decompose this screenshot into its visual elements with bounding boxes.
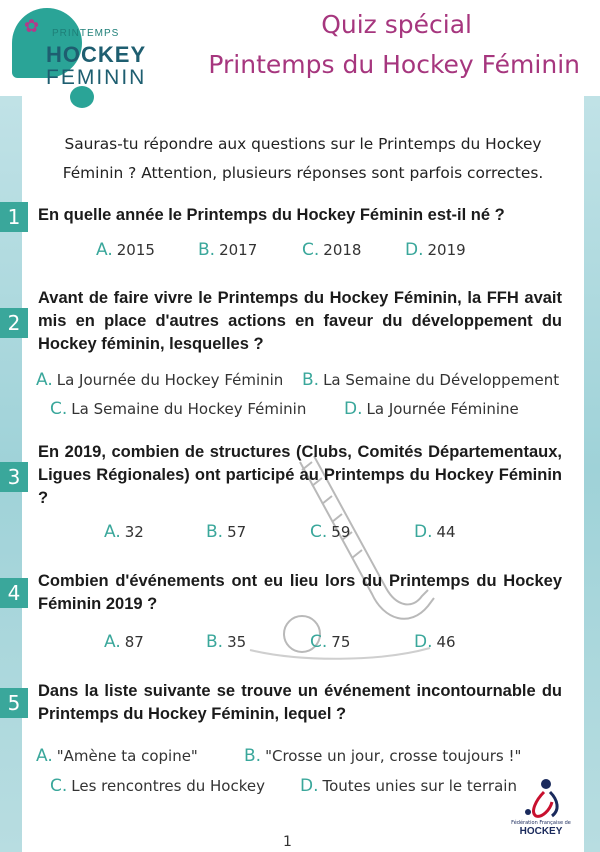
answer-text: Les rencontres du Hockey: [71, 777, 265, 795]
answer-text: "Amène ta copine": [56, 747, 198, 765]
federation-line-2: HOCKEY: [519, 826, 563, 837]
answer-option[interactable]: [300, 776, 517, 796]
page-number: 1: [283, 834, 292, 850]
logo-line-3: FEMININ: [46, 66, 147, 89]
answer-letter: A.: [96, 240, 113, 260]
federation-emblem-icon: [506, 776, 576, 820]
answer-text: 75: [331, 633, 351, 651]
federation-line-1: Fédération Française de: [511, 820, 571, 826]
answer-text: 87: [124, 633, 144, 651]
answer-option[interactable]: [104, 522, 144, 542]
answer-option[interactable]: [36, 746, 198, 766]
question-number: 5: [0, 688, 28, 718]
answer-option[interactable]: [414, 522, 456, 542]
answer-option[interactable]: [104, 632, 144, 652]
question-text: Dans la liste suivante se trouve un événement incontournable du Printemps du Hockey Féminin, lequel ?: [38, 682, 562, 723]
question-number: 2: [0, 308, 28, 338]
answer-option[interactable]: [302, 240, 361, 260]
logo-line-2: HOCKEY: [46, 42, 147, 67]
answer-letter: D.: [300, 776, 319, 796]
answer-text: 2019: [427, 241, 466, 259]
answer-option[interactable]: [36, 370, 283, 390]
answer-text: La Journée du Hockey Féminin: [56, 371, 284, 389]
answer-letter: C.: [50, 399, 68, 419]
question-number: 4: [0, 578, 28, 608]
answer-text: Toutes unies sur le terrain: [322, 777, 517, 795]
answer-letter: A.: [104, 632, 121, 652]
answer-text: 59: [331, 523, 351, 541]
answer-option[interactable]: [206, 632, 246, 652]
answer-text: 46: [436, 633, 456, 651]
answer-letter: D.: [414, 632, 433, 652]
answer-text: 2015: [116, 241, 155, 259]
answer-option[interactable]: [302, 370, 559, 390]
answer-text: "Crosse un jour, crosse toujours !": [265, 747, 522, 765]
answer-letter: D.: [414, 522, 433, 542]
answer-text: 57: [227, 523, 247, 541]
answer-text: La Journée Féminine: [366, 400, 519, 418]
page-title-line-2: Printemps du Hockey Féminin: [208, 50, 580, 79]
question-text: En quelle année le Printemps du Hockey Féminin est-il né ?: [38, 206, 505, 224]
answer-letter: B.: [206, 632, 224, 652]
logo-line-1: PRINTEMPS: [52, 28, 120, 39]
answer-option[interactable]: [96, 240, 155, 260]
answer-text: 32: [124, 523, 144, 541]
page-title-line-1: Quiz spécial: [321, 10, 472, 39]
answer-letter: B.: [244, 746, 262, 766]
federation-logo: [506, 776, 576, 846]
question-text: Combien d'événements ont eu lieu lors du Printemps du Hockey Féminin 2019 ?: [38, 572, 562, 613]
answer-letter: C.: [50, 776, 68, 796]
answer-letter: A.: [36, 746, 53, 766]
answer-text: 2017: [219, 241, 258, 259]
answer-text: 44: [436, 523, 456, 541]
answer-letter: D.: [344, 399, 363, 419]
answer-option[interactable]: [310, 632, 350, 652]
answer-option[interactable]: [198, 240, 257, 260]
answer-text: 2018: [323, 241, 362, 259]
intro-text: Sauras-tu répondre aux questions sur le Printemps du Hockey Féminin ? Attention, plusieurs réponses sont parfois correctes.: [62, 135, 544, 182]
answer-text: 35: [227, 633, 247, 651]
answer-option[interactable]: [50, 776, 265, 796]
answer-option[interactable]: [244, 746, 521, 766]
answer-option[interactable]: [50, 399, 306, 419]
answer-option[interactable]: [310, 522, 350, 542]
answer-option[interactable]: [206, 522, 246, 542]
answer-letter: A.: [36, 370, 53, 390]
answer-letter: C.: [302, 240, 320, 260]
answer-letter: A.: [104, 522, 121, 542]
answer-option[interactable]: [414, 632, 456, 652]
question-text: En 2019, combien de structures (Clubs, Comités Départementaux, Ligues Régionales) ont participé au Printemps du Hockey Féminin ?: [38, 443, 562, 507]
flower-icon: ✿: [24, 16, 40, 37]
question-number: 3: [0, 462, 28, 492]
answer-text: La Semaine du Développement: [323, 371, 560, 389]
answer-letter: D.: [405, 240, 424, 260]
answer-letter: C.: [310, 632, 328, 652]
question-text: Avant de faire vivre le Printemps du Hockey Féminin, la FFH avait mis en place d'autres actions en faveur du développement du Hockey féminin, lesquelles ?: [38, 289, 562, 353]
question-number: 1: [0, 202, 28, 232]
answer-letter: C.: [310, 522, 328, 542]
answer-letter: B.: [302, 370, 320, 390]
answer-option[interactable]: [344, 399, 519, 419]
answer-option[interactable]: [405, 240, 466, 260]
printemps-hockey-feminin-logo: [10, 8, 160, 108]
answer-letter: B.: [198, 240, 216, 260]
answer-letter: B.: [206, 522, 224, 542]
answer-text: La Semaine du Hockey Féminin: [71, 400, 307, 418]
